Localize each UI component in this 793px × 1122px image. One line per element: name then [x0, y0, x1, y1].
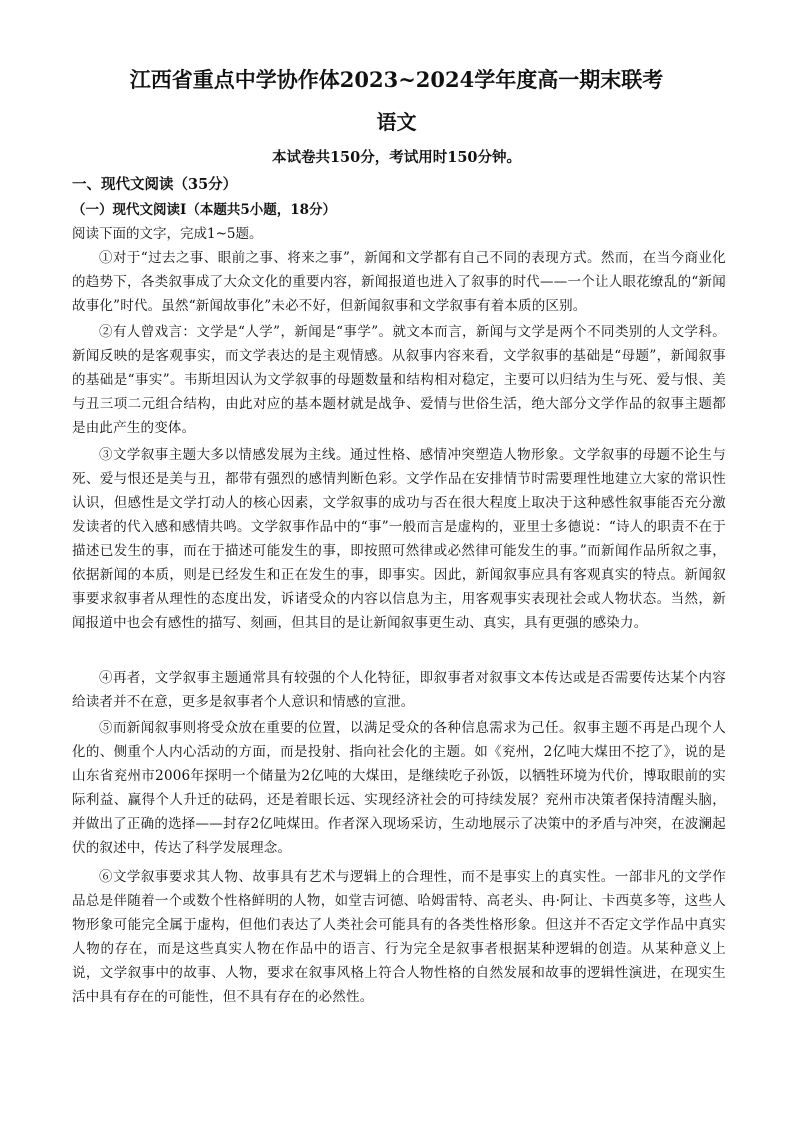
paragraph-5: ⑤而新闻叙事则将受众放在重要的位置，以满足受众的各种信息需求为己任。叙事主题不再是凸现个人化的、侧重个人内心活动的方面，而是投射、指向社会化的主题。如《兖州，2亿吨大煤田不挖了》，说的是山东省兖州市2006年探明一个储量为2亿吨的大煤田，是继续吃子孙饭，以牺牲环境为代价，博取眼前的实际利益、赢得个人升迁的砝码，还是着眼长远、实现经济社会的可持续发展？兖州市决策者保持清醒头脑，并做出了正确的选择——封存2亿吨煤田。作者深入现场采访，生动地展示了决策中的矛盾与冲突，在波澜起伏的叙述中，传达了科学发展理念。	[72, 720, 726, 856]
paragraph-3: ③文学叙事主题大多以情感发展为主线。通过性格、感情冲突塑造人物形象。文学叙事的母题不论生与死、爱与恨还是美与丑，都带有强烈的感情判断色彩。文学作品在安排情节时需要理性地建立大家的常识性认识，但感性是文学打动人的核心因素，文学叙事的成功与否在很大程度上取决于这种感性叙事能否充分激发读者的代入感和感情共鸣。文学叙事作品中的“事”一般而言是虚构的，亚里士多德说：“诗人的职责不在于描述已发生的事，而在于描述可能发生的事，即按照可然律或必然律可能发生的事。”而新闻作品所叙之事，依据新闻的本质，则是已经发生和正在发生的事，即事实。因此，新闻叙事应具有客观真实的特点。新闻叙事要求叙事者从理性的态度出发，诉诸受众的内容以信息为主，用客观事实表现社会或人物状态。当然，新闻报道中也会有感性的描写、刻画，但其目的是让新闻叙事更生动、真实，具有更强的感染力。	[72, 447, 727, 631]
paragraph-1: ①对于“过去之事、眼前之事、将来之事”，新闻和文学都有自己不同的表现方式。然而，在当今商业化的趋势下，各类叙事成了大众文化的重要内容，新闻报道也进入了叙事的时代——一个让人眼花缭乱的“新闻故事化”时代。虽然“新闻故事化”未必不好，但新闻叙事和文学叙事有着本质的区别。	[72, 250, 726, 314]
exam-title: 江西省重点中学协作体2023~2024学年度高一期末联考	[129, 67, 664, 92]
paragraph-4: ④再者，文学叙事主题通常具有较强的个人化特征，即叙事者对叙事文本传达或是否需要传达某个内容给读者并不在意，更多是叙事者个人意识和情感的宣泄。	[72, 670, 726, 710]
paragraph-6: ⑥文学叙事要求其人物、故事具有艺术与逻辑上的合理性，而不是事实上的真实性。一部非凡的文学作品总是伴随着一个或数个性格鲜明的人物，如堂吉诃德、哈姆雷特、高老头、冉·阿让、卡西莫多等，这些人物形象可能完全属于虚构，但他们表达了人类社会可能具有的各类性格形象。但这并不否定文学作品中真实人物的存在，而是这些真实人物在作品中的语言、行为完全是叙事者根据某种逻辑的创造。从某种意义上说，文学叙事中的故事、人物，要求在叙事风格上符合人物性格的自然发展和故事的逻辑性演进，在现实生活中具有存在的可能性，但不具有存在的必然性。	[72, 869, 726, 1005]
section-heading: 一、现代文阅读（35分）	[72, 176, 238, 193]
section-subheading: （一）现代文阅读Ⅰ（本题共5小题，18分）	[72, 202, 336, 218]
subject-title: 语文	[376, 110, 417, 134]
exam-info: 本试卷共150分，考试用时150分钟。	[271, 149, 522, 166]
paragraph-2: ②有人曾戏言：文学是“人学”，新闻是“事学”。就文本而言，新闻与文学是两个不同类别的人文学科。新闻反映的是客观事实，而文学表达的是主观情感。从叙事内容来看，文学叙事的基础是“母题”，新闻叙事的基础是“事实”。韦斯坦因认为文学叙事的母题数量和结构相对稳定，主要可以归结为生与死、爱与恨、美与丑三项二元组合结构，由此对应的基本题材就是战争、爱情与世俗生活，绝大部分文学作品的叙事主题都是由此产生的变体。	[72, 324, 726, 436]
reading-instruction: 阅读下面的文字，完成1~5题。	[72, 226, 263, 242]
